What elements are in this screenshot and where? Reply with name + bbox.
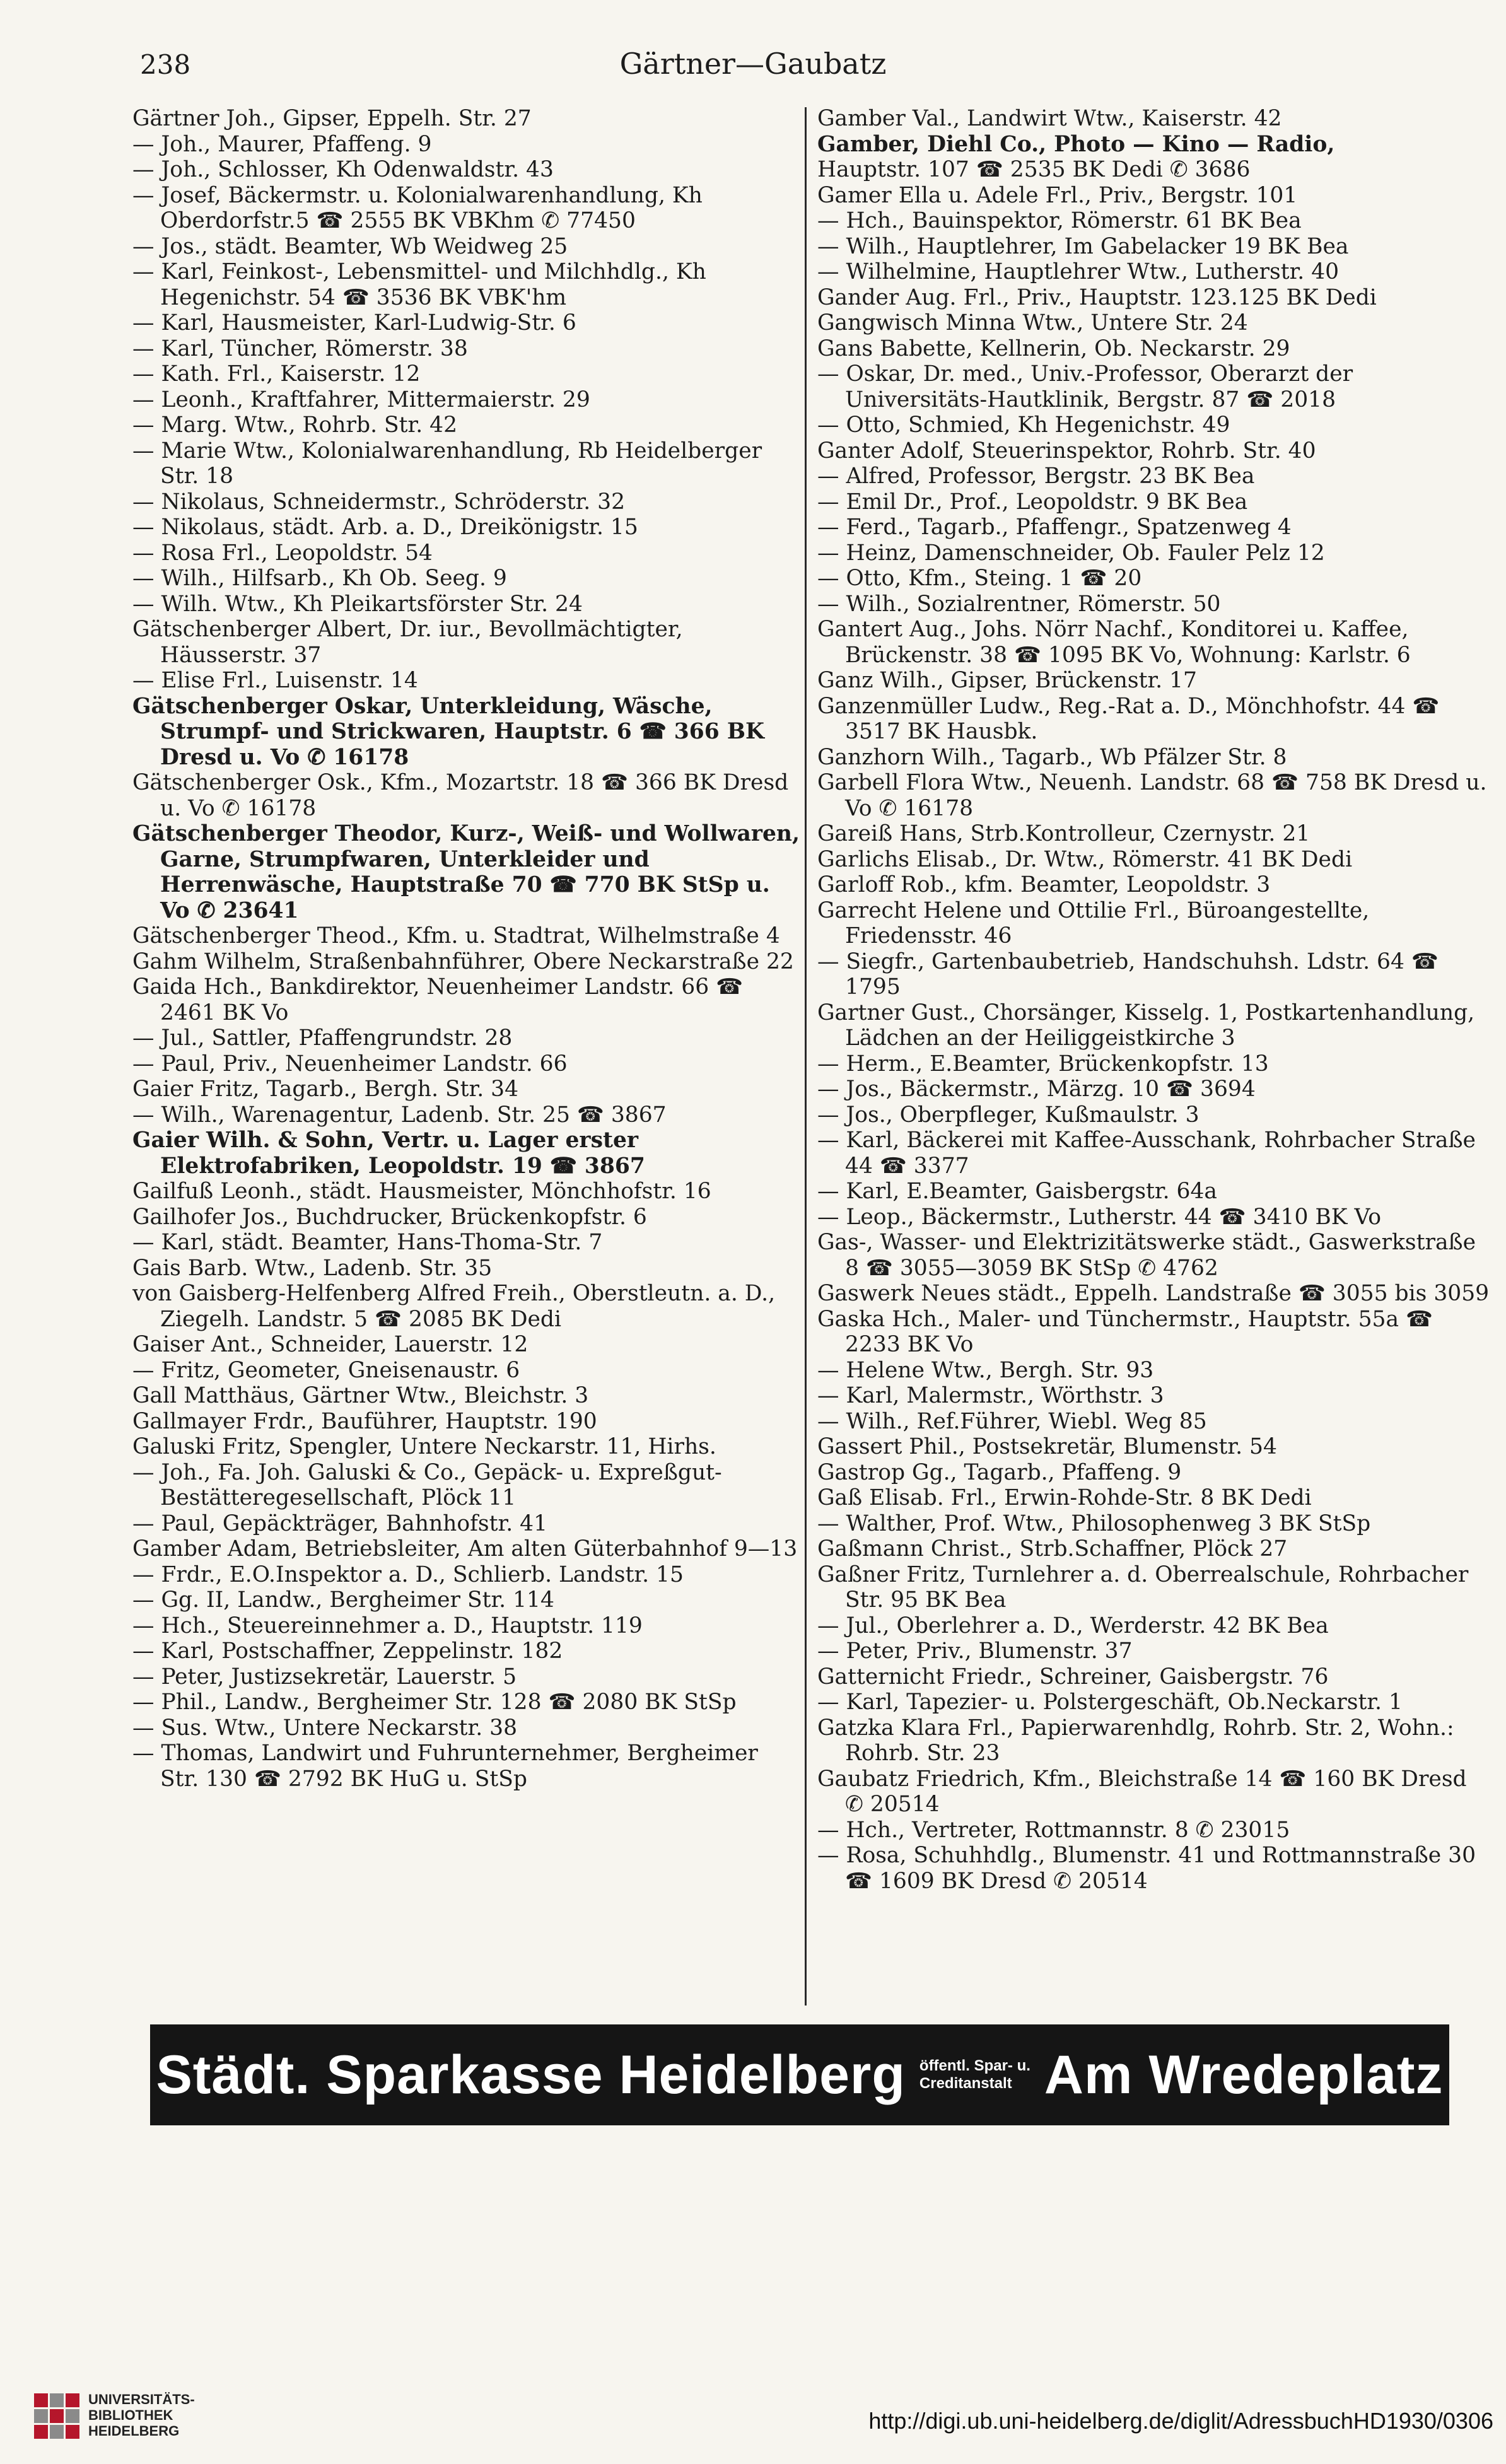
directory-entry: Gätschenberger Theod., Kfm. u. Stadtrat, Wilhelmstraße 4 bbox=[132, 923, 780, 949]
directory-entry: — Karl, Tüncher, Römerstr. 38 bbox=[132, 336, 468, 361]
directory-entry: — Nikolaus, Schneidermstr., Schröderstr. 32 bbox=[132, 489, 626, 515]
banner-small-line1: öffentl. Spar- u. bbox=[919, 2057, 1030, 2074]
directory-entry: — Otto, Kfm., Steing. 1 ☎ 20 bbox=[817, 566, 1142, 591]
directory-entry: — Sus. Wtw., Untere Neckarstr. 38 bbox=[132, 1715, 518, 1741]
advertisement-banner bbox=[150, 2024, 1449, 2125]
directory-entry: Hauptstr. 107 ☎ 2535 BK Dedi ✆ 3686 bbox=[817, 157, 1251, 182]
directory-entry: Gantert Aug., Johs. Nörr Nachf., Konditorei u. Kaffee, Brückenstr. 38 ☎ 1095 BK Vo, Wohnung: Karlstr. 6 bbox=[817, 617, 1411, 668]
directory-entry: Gans Babette, Kellnerin, Ob. Neckarstr. 29 bbox=[817, 336, 1290, 361]
directory-entry: — Karl, Postschaffner, Zeppelinstr. 182 bbox=[132, 1638, 563, 1664]
directory-entry: Ganzhorn Wilh., Tagarb., Wb Pfälzer Str. 8 bbox=[817, 744, 1287, 770]
directory-entry: Gamber Val., Landwirt Wtw., Kaiserstr. 42 bbox=[817, 106, 1282, 131]
directory-entry: Gaßner Fritz, Turnlehrer a. d. Oberrealschule, Rohrbacher Str. 95 BK Bea bbox=[817, 1562, 1469, 1613]
directory-entry: — Karl, Malermstr., Wörthstr. 3 bbox=[817, 1383, 1164, 1408]
directory-entry: — Wilh. Wtw., Kh Pleikartsförster Str. 24 bbox=[132, 591, 583, 617]
directory-entry: — Wilh., Sozialrentner, Römerstr. 50 bbox=[817, 591, 1221, 617]
directory-entry: — Karl, Tapezier- u. Polstergeschäft, Ob.Neckarstr. 1 bbox=[817, 1690, 1403, 1715]
directory-entry: Gaubatz Friedrich, Kfm., Bleichstraße 14 ☎ 160 BK Dresd ✆ 20514 bbox=[817, 1766, 1467, 1817]
library-label-line1: UNIVERSITÄTS- bbox=[88, 2391, 195, 2407]
directory-entry: — Wilh., Ref.Führer, Wiebl. Weg 85 bbox=[817, 1408, 1207, 1434]
directory-entry: Ganter Adolf, Steuerinspektor, Rohrb. Str. 40 bbox=[817, 438, 1316, 464]
directory-entry: — Hch., Bauinspektor, Römerstr. 61 BK Bea bbox=[817, 208, 1302, 233]
page-title: Gärtner—Gaubatz bbox=[619, 47, 887, 81]
directory-entry: Garrecht Helene und Ottilie Frl., Büroangestellte, Friedensstr. 46 bbox=[817, 897, 1370, 949]
directory-entry: Gärtner Joh., Gipser, Eppelh. Str. 27 bbox=[132, 106, 532, 131]
directory-entry: Gamber Adam, Betriebsleiter, Am alten Güterbahnhof 9—13 bbox=[132, 1536, 798, 1562]
left-column bbox=[132, 106, 801, 2001]
directory-entry: von Gaisberg-Helfenberg Alfred Freih., Oberstleutn. a. D., Ziegelh. Landstr. 5 ☎ 2085 BK Dedi bbox=[132, 1281, 776, 1332]
directory-entry: — Wilhelmine, Hauptlehrer Wtw., Lutherstr. 40 bbox=[817, 259, 1340, 284]
directory-entry: — Jos., Oberpfleger, Kußmaulstr. 3 bbox=[817, 1102, 1200, 1128]
directory-entry: Galuski Fritz, Spengler, Untere Neckarstr. 11, Hirhs. bbox=[132, 1434, 716, 1459]
directory-entry: — Herm., E.Beamter, Brückenkopfstr. 13 bbox=[817, 1051, 1269, 1077]
directory-entry: — Rosa, Schuhhdlg., Blumenstr. 41 und Rottmannstraße 30 ☎ 1609 BK Dresd ✆ 20514 bbox=[817, 1843, 1476, 1894]
directory-entry: — Hch., Vertreter, Rottmannstr. 8 ✆ 23015 bbox=[817, 1817, 1290, 1843]
directory-entry: Gaska Hch., Maler- und Tünchermstr., Hauptstr. 55a ☎ 2233 BK Vo bbox=[817, 1306, 1433, 1357]
directory-entry: — Emil Dr., Prof., Leopoldstr. 9 BK Bea bbox=[817, 489, 1248, 515]
right-column bbox=[817, 106, 1490, 2001]
directory-entry: Gamer Ella u. Adele Frl., Priv., Bergstr. 101 bbox=[817, 182, 1298, 208]
directory-entry: — Nikolaus, städt. Arb. a. D., Dreikönigstr. 15 bbox=[132, 515, 638, 540]
directory-entry: Gas-, Wasser- und Elektrizitätswerke städt., Gaswerkstraße 8 ☎ 3055—3059 BK StSp ✆ 4762 bbox=[817, 1230, 1476, 1281]
directory-entry: Gätschenberger Albert, Dr. iur., Bevollmächtigter, Häusserstr. 37 bbox=[132, 617, 683, 668]
directory-entry: — Hch., Steuereinnehmer a. D., Hauptstr. 119 bbox=[132, 1613, 643, 1638]
directory-entry: — Leonh., Kraftfahrer, Mittermaierstr. 29 bbox=[132, 387, 590, 412]
directory-entry: Gastrop Gg., Tagarb., Pfaffeng. 9 bbox=[817, 1459, 1182, 1485]
directory-entry: — Jul., Oberlehrer a. D., Werderstr. 42 BK Bea bbox=[817, 1613, 1329, 1638]
directory-entry: — Peter, Justizsekretär, Lauerstr. 5 bbox=[132, 1664, 517, 1690]
directory-entry: Garbell Flora Wtw., Neuenh. Landstr. 68 ☎ 758 BK Dresd u. Vo ✆ 16178 bbox=[817, 770, 1487, 821]
directory-entry: Gaier Fritz, Tagarb., Bergh. Str. 34 bbox=[132, 1077, 519, 1102]
directory-entry: Gareiß Hans, Strb.Kontrolleur, Czernystr. 21 bbox=[817, 821, 1310, 846]
library-label bbox=[88, 2391, 195, 2439]
directory-entry: Gatternicht Friedr., Schreiner, Gaisbergstr. 76 bbox=[817, 1664, 1329, 1690]
directory-entry: Gätschenberger Oskar, Unterkleidung, Wäsche, Strumpf- und Strickwaren, Hauptstr. 6 ☎ 366 BK Dresd u. Vo ✆ 16178 bbox=[132, 693, 764, 770]
directory-entry: — Phil., Landw., Bergheimer Str. 128 ☎ 2080 BK StSp bbox=[132, 1690, 737, 1715]
directory-entry: — Walther, Prof. Wtw., Philosophenweg 3 BK StSp bbox=[817, 1510, 1371, 1536]
directory-entry: — Heinz, Damenschneider, Ob. Fauler Pelz 12 bbox=[817, 540, 1325, 566]
directory-entry: — Karl, städt. Beamter, Hans-Thoma-Str. 7 bbox=[132, 1230, 603, 1255]
directory-entry: Gallmayer Frdr., Bauführer, Hauptstr. 190 bbox=[132, 1408, 597, 1434]
directory-entry: Garlichs Elisab., Dr. Wtw., Römerstr. 41 BK Dedi bbox=[817, 846, 1353, 872]
directory-entry: — Wilh., Warenagentur, Ladenb. Str. 25 ☎ 3867 bbox=[132, 1102, 667, 1128]
directory-entry: Gartner Gust., Chorsänger, Kisselg. 1, Postkartenhandlung, Lädchen an der Heiliggeistkirche 3 bbox=[817, 1000, 1475, 1051]
directory-entry: — Wilh., Hauptlehrer, Im Gabelacker 19 BK Bea bbox=[817, 233, 1349, 259]
directory-entry: — Peter, Priv., Blumenstr. 37 bbox=[817, 1638, 1133, 1664]
library-label-line3: HEIDELBERG bbox=[88, 2423, 180, 2439]
directory-entry: — Jos., Bäckermstr., Märzg. 10 ☎ 3694 bbox=[817, 1077, 1256, 1102]
banner-main-text: Städt. Sparkasse Heidelberg bbox=[156, 2044, 906, 2105]
directory-entry: — Elise Frl., Luisenstr. 14 bbox=[132, 668, 418, 693]
directory-entry: Gahm Wilhelm, Straßenbahnführer, Obere Neckarstraße 22 bbox=[132, 949, 794, 974]
directory-entry: Gätschenberger Osk., Kfm., Mozartstr. 18 ☎ 366 BK Dresd u. Vo ✆ 16178 bbox=[132, 770, 789, 821]
directory-entry: Gailfuß Leonh., städt. Hausmeister, Mönchhofstr. 16 bbox=[132, 1179, 711, 1204]
directory-entry: — Fritz, Geometer, Gneisenaustr. 6 bbox=[132, 1357, 520, 1383]
directory-entry: — Kath. Frl., Kaiserstr. 12 bbox=[132, 361, 421, 387]
directory-entry: Gall Matthäus, Gärtner Wtw., Bleichstr. 3 bbox=[132, 1383, 589, 1408]
directory-entry: — Thomas, Landwirt und Fuhrunternehmer, Bergheimer Str. 130 ☎ 2792 BK HuG u. StSp bbox=[132, 1741, 758, 1792]
source-url-link[interactable]: http://digi.ub.uni-heidelberg.de/diglit/AdressbuchHD1930/0306 bbox=[868, 2408, 1493, 2434]
directory-entry: Gaswerk Neues städt., Eppelh. Landstraße ☎ 3055 bis 3059 bbox=[817, 1281, 1490, 1306]
banner-small-text bbox=[919, 2057, 1030, 2093]
directory-entry: Gassert Phil., Postsekretär, Blumenstr. 54 bbox=[817, 1434, 1277, 1459]
directory-entry: — Karl, E.Beamter, Gaisbergstr. 64a bbox=[817, 1179, 1218, 1204]
directory-entry: — Jul., Sattler, Pfaffengrundstr. 28 bbox=[132, 1025, 513, 1051]
page-number: 238 bbox=[140, 49, 191, 80]
directory-entry: — Paul, Gepäckträger, Bahnhofstr. 41 bbox=[132, 1510, 548, 1536]
directory-entry: — Marg. Wtw., Rohrb. Str. 42 bbox=[132, 412, 458, 438]
directory-entry: Gamber, Diehl Co., Photo — Kino — Radio, bbox=[817, 131, 1335, 157]
directory-entry: — Joh., Schlosser, Kh Odenwaldstr. 43 bbox=[132, 157, 554, 182]
directory-entry: — Karl, Bäckerei mit Kaffee-Ausschank, Rohrbacher Straße 44 ☎ 3377 bbox=[817, 1128, 1476, 1179]
directory-entry: Ganz Wilh., Gipser, Brückenstr. 17 bbox=[817, 668, 1197, 693]
directory-entry: — Ferd., Tagarb., Pfaffengr., Spatzenweg 4 bbox=[817, 515, 1292, 540]
directory-entry: Gaida Hch., Bankdirektor, Neuenheimer Landstr. 66 ☎ 2461 BK Vo bbox=[132, 974, 744, 1025]
library-logo-icon bbox=[34, 2393, 79, 2439]
directory-entry: Gaiser Ant., Schneider, Lauerstr. 12 bbox=[132, 1332, 528, 1357]
directory-entry: — Rosa Frl., Leopoldstr. 54 bbox=[132, 540, 433, 566]
directory-entry: Gailhofer Jos., Buchdrucker, Brückenkopfstr. 6 bbox=[132, 1204, 647, 1230]
banner-small-line2: Creditanstalt bbox=[919, 2075, 1012, 2092]
directory-entry: Gaßmann Christ., Strb.Schaffner, Plöck 27 bbox=[817, 1536, 1288, 1562]
directory-entry: Gaier Wilh. & Sohn, Vertr. u. Lager erster Elektrofabriken, Leopoldstr. 19 ☎ 3867 bbox=[132, 1128, 645, 1179]
banner-tail-text: Am Wredeplatz bbox=[1044, 2044, 1444, 2105]
column-divider bbox=[805, 107, 807, 2006]
directory-entry: Garloff Rob., kfm. Beamter, Leopoldstr. 3 bbox=[817, 872, 1271, 897]
directory-entry: Gais Barb. Wtw., Ladenb. Str. 35 bbox=[132, 1255, 493, 1281]
directory-entry: — Siegfr., Gartenbaubetrieb, Handschuhsh. Ldstr. 64 ☎ 1795 bbox=[817, 949, 1439, 1000]
directory-entry: — Gg. II, Landw., Bergheimer Str. 114 bbox=[132, 1587, 554, 1613]
directory-entry: — Josef, Bäckermstr. u. Kolonialwarenhandlung, Kh Oberdorfstr.5 ☎ 2555 BK VBKhm ✆ 77450 bbox=[132, 182, 703, 233]
directory-entry: — Jos., städt. Beamter, Wb Weidweg 25 bbox=[132, 233, 568, 259]
directory-entry: — Wilh., Hilfsarb., Kh Ob. Seeg. 9 bbox=[132, 566, 507, 591]
directory-entry: — Joh., Maurer, Pfaffeng. 9 bbox=[132, 131, 432, 157]
directory-entry: — Otto, Schmied, Kh Hegenichstr. 49 bbox=[817, 412, 1230, 438]
directory-entry: — Leop., Bäckermstr., Lutherstr. 44 ☎ 3410 BK Vo bbox=[817, 1204, 1382, 1230]
directory-entry: Gaß Elisab. Frl., Erwin-Rohde-Str. 8 BK Dedi bbox=[817, 1485, 1312, 1510]
directory-entry: Gätschenberger Theodor, Kurz-, Weiß- und Wollwaren, Garne, Strumpfwaren, Unterkleider und Herrenwäsche, Hauptstraße 70 ☎ 770 BK StSp u. Vo ✆ 23641 bbox=[132, 821, 800, 923]
directory-entry: — Alfred, Professor, Bergstr. 23 BK Bea bbox=[817, 464, 1255, 489]
directory-entry: Gander Aug. Frl., Priv., Hauptstr. 123.125 BK Dedi bbox=[817, 284, 1377, 310]
directory-entry: Ganzenmüller Ludw., Reg.-Rat a. D., Mönchhofstr. 44 ☎ 3517 BK Hausbk. bbox=[817, 693, 1440, 744]
directory-entry: — Helene Wtw., Bergh. Str. 93 bbox=[817, 1357, 1154, 1383]
library-label-line2: BIBLIOTHEK bbox=[88, 2407, 173, 2423]
directory-entry: — Karl, Feinkost-, Lebensmittel- und Milchhdlg., Kh Hegenichstr. 54 ☎ 3536 BK VBK'hm bbox=[132, 259, 706, 310]
directory-entry: Gangwisch Minna Wtw., Untere Str. 24 bbox=[817, 310, 1248, 336]
directory-entry: — Joh., Fa. Joh. Galuski & Co., Gepäck- u. Expreßgut-Bestätteregesellschaft, Plöck 11 bbox=[132, 1459, 722, 1510]
directory-entry: Gatzka Klara Frl., Papierwarenhdlg, Rohrb. Str. 2, Wohn.: Rohrb. Str. 23 bbox=[817, 1715, 1454, 1766]
directory-entry: — Karl, Hausmeister, Karl-Ludwig-Str. 6 bbox=[132, 310, 576, 336]
directory-entry: — Oskar, Dr. med., Univ.-Professor, Oberarzt der Universitäts-Hautklinik, Bergstr. 87 ☎ 2018 bbox=[817, 361, 1353, 412]
directory-entry: — Paul, Priv., Neuenheimer Landstr. 66 bbox=[132, 1051, 568, 1077]
directory-entry: — Frdr., E.O.Inspektor a. D., Schlierb. Landstr. 15 bbox=[132, 1562, 684, 1587]
directory-entry: — Marie Wtw., Kolonialwarenhandlung, Rb Heidelberger Str. 18 bbox=[132, 438, 762, 489]
